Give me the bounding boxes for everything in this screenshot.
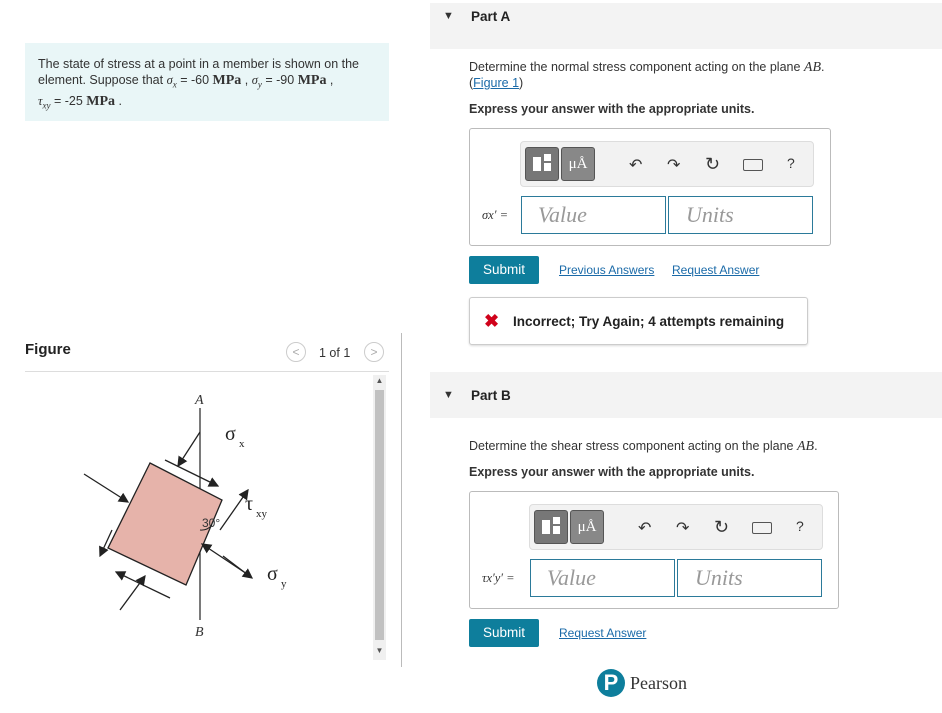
figure-link-wrapper: [469, 76, 523, 90]
keyboard-icon[interactable]: [743, 159, 763, 171]
problem-statement: The state of stress at a point in a member is shown on the element. Suppose that $\sigma_x = -60$ MPa , $\sigma_y = -90$ MPa , $\tau_{xy} = -25$ MPa .: [25, 43, 389, 121]
unit-mpa-1: MPa: [212, 73, 242, 88]
sigma-x-label: σ: [225, 423, 236, 445]
part-a-period: .: [821, 60, 825, 74]
part-b-value-input[interactable]: Value: [530, 559, 675, 597]
redo-icon[interactable]: ↷: [676, 520, 690, 537]
shear-arrow-right: [220, 490, 248, 530]
pearson-logo-icon: P: [597, 669, 625, 697]
tau-xy-label: τ: [245, 493, 254, 515]
arrow-top: [178, 432, 200, 466]
figure-divider: [25, 371, 389, 372]
figure-prev-button[interactable]: [286, 342, 306, 362]
templates-button-b[interactable]: [534, 510, 568, 544]
figure-scrollbar-thumb[interactable]: [375, 390, 384, 640]
templates-icon: [535, 511, 567, 543]
part-a-express: Express your answer with the appropriate units.: [469, 102, 755, 116]
paren-close: ): [519, 76, 524, 90]
sigma-y-sub: y: [257, 79, 262, 90]
sigma-y-value: = -90: [261, 73, 298, 87]
unit-mpa-3: MPa: [86, 93, 116, 109]
part-b-question-text: Determine the shear stress component acting on the plane: [469, 439, 797, 453]
angle-label: 30°: [202, 516, 221, 530]
sigma-y-symbol: σ: [251, 73, 258, 87]
figure-heading: Figure: [25, 341, 71, 358]
keyboard-icon[interactable]: [752, 522, 772, 534]
feedback-text: Incorrect; Try Again; 4 attempts remaining: [513, 314, 785, 329]
part-a-question-text: Determine the normal stress component acting on the plane: [469, 60, 804, 74]
problem-text: The state of stress at a point in a member is shown on the element. Suppose that: [38, 57, 359, 87]
arrow-left-upper: [84, 474, 128, 502]
part-b-var-label: τx′y′ =: [482, 571, 515, 585]
tau-xy-label-sub: xy: [256, 508, 267, 520]
units-button-b[interactable]: μÅ: [570, 510, 604, 544]
tau-symbol: τ: [38, 93, 43, 108]
redo-icon[interactable]: ↷: [667, 157, 681, 174]
arrow-bottom: [120, 576, 145, 610]
templates-icon: [526, 148, 558, 180]
part-b-units-input[interactable]: Units: [677, 559, 822, 597]
previous-answers-link[interactable]: Previous Answers: [559, 263, 655, 277]
point-b-label: B: [195, 625, 204, 640]
tau-sub: xy: [42, 100, 51, 110]
scroll-down-arrow-icon[interactable]: ▼: [375, 646, 384, 655]
undo-icon[interactable]: ↶: [638, 520, 652, 537]
unit-mpa-2: MPa: [297, 73, 327, 88]
part-a-units-input[interactable]: Units: [668, 196, 813, 234]
part-b-plane: AB: [796, 439, 815, 454]
paren-open: (: [469, 76, 474, 90]
sigma-y-label-sub: y: [281, 578, 287, 590]
part-a-question: [469, 60, 825, 76]
part-b-period: .: [814, 439, 818, 453]
sigma-x-value: = -60: [176, 73, 213, 87]
help-button[interactable]: ?: [787, 155, 795, 171]
panel-divider: [401, 333, 402, 667]
point-a-label: A: [195, 393, 204, 408]
reset-icon[interactable]: ↻: [714, 517, 730, 537]
part-a-toolbar: [520, 141, 814, 187]
part-a-request-answer-link[interactable]: Request Answer: [672, 263, 760, 277]
part-b-answer-box: [469, 491, 839, 609]
pearson-brand: Pearson: [630, 673, 687, 693]
reset-icon[interactable]: ↻: [705, 154, 721, 174]
part-b-express: Express your answer with the appropriate units.: [469, 465, 755, 479]
help-button-b[interactable]: ?: [796, 518, 804, 534]
units-button[interactable]: μÅ: [561, 147, 595, 181]
part-a-var-label: σx′ =: [482, 208, 509, 222]
shear-arrow-bottom: [116, 572, 170, 598]
collapse-triangle-icon[interactable]: ▼: [443, 10, 454, 22]
templates-button[interactable]: [525, 147, 559, 181]
part-b-toolbar: [529, 504, 823, 550]
figure-next-button[interactable]: [364, 342, 384, 362]
figure-link[interactable]: Figure 1: [473, 76, 520, 90]
part-b-submit-button[interactable]: Submit: [469, 619, 539, 647]
part-b-request-answer-link[interactable]: Request Answer: [559, 626, 647, 640]
part-a-plane: AB: [803, 60, 822, 75]
scroll-up-arrow-icon[interactable]: ▲: [375, 376, 384, 385]
part-b-title[interactable]: Part B: [471, 388, 511, 403]
sigma-x-symbol: σ: [166, 73, 173, 87]
error-x-icon: ✖: [484, 311, 500, 331]
chevron-left-icon: <: [292, 345, 300, 359]
sigma-y-arrow: [223, 556, 252, 578]
part-a-value-input[interactable]: Value: [521, 196, 666, 234]
part-a-answer-box: [469, 128, 831, 246]
part-a-submit-button[interactable]: Submit: [469, 256, 539, 284]
tau-value: = -25: [50, 93, 87, 108]
chevron-right-icon: >: [370, 345, 378, 359]
feedback-box: [469, 297, 808, 345]
sigma-y-label: σ: [267, 563, 278, 585]
part-b-question: [469, 439, 818, 455]
undo-icon[interactable]: ↶: [629, 157, 643, 174]
collapse-triangle-icon-b[interactable]: ▼: [443, 389, 454, 401]
sigma-x-label-sub: x: [239, 438, 245, 450]
stress-element-figure: [70, 380, 370, 660]
figure-pager: 1 of 1: [319, 346, 351, 360]
part-a-title[interactable]: Part A: [471, 9, 511, 24]
sigma-x-sub: x: [172, 79, 177, 90]
